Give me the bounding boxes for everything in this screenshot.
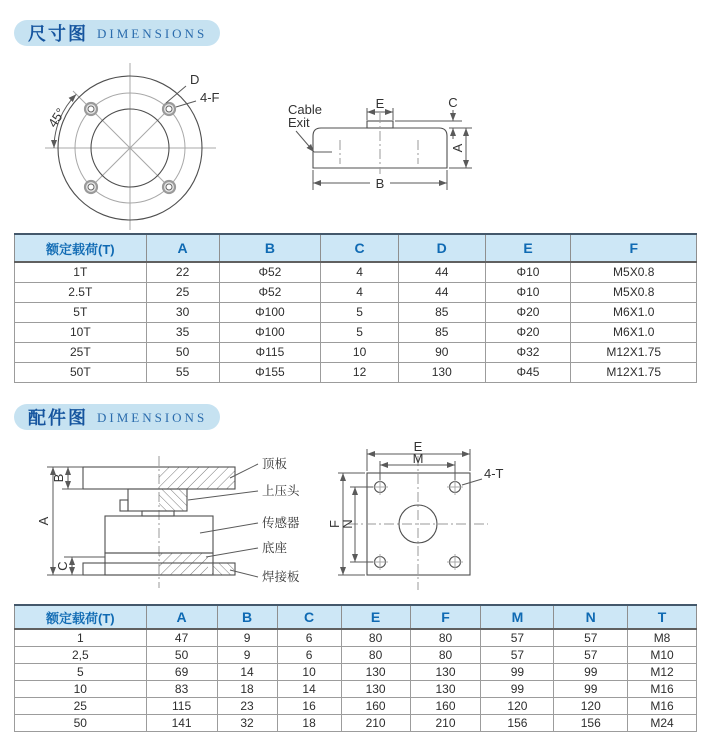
table-cell: 47 — [146, 629, 217, 646]
table-cell: Φ10 — [485, 262, 571, 282]
table-cell: 1 — [15, 629, 147, 646]
section-title-en: DIMENSIONS — [97, 410, 208, 425]
table-cell: Φ20 — [485, 322, 571, 342]
table-row — [15, 646, 697, 663]
column-header: 额定载荷(T) — [15, 234, 147, 262]
table-cell: 156 — [554, 714, 628, 731]
dim-b-label: B — [51, 473, 66, 483]
dim-e-label: E — [413, 439, 423, 454]
dimensions-table — [14, 233, 697, 383]
column-header: E — [485, 234, 571, 262]
table-cell: 50 — [15, 714, 147, 731]
table-cell: 57 — [554, 629, 628, 646]
table-cell: 80 — [410, 629, 481, 646]
column-header: N — [554, 605, 628, 629]
table-cell: 115 — [146, 697, 217, 714]
mounting-plate-top-view — [327, 439, 504, 590]
table-cell: 80 — [341, 629, 410, 646]
table-cell: 18 — [217, 680, 277, 697]
table-cell: 25 — [15, 697, 147, 714]
assembly-section-view — [36, 456, 300, 588]
table-cell: 2.5T — [15, 282, 147, 302]
table-cell: 69 — [146, 663, 217, 680]
table-cell: Φ45 — [485, 362, 571, 382]
table-cell: 130 — [398, 362, 485, 382]
dim-f-label: F — [327, 520, 342, 528]
dim-c-label: C — [448, 95, 458, 110]
table-cell: 85 — [398, 302, 485, 322]
table-cell: 57 — [554, 646, 628, 663]
table-cell: 50 — [146, 646, 217, 663]
table-cell: 5 — [15, 663, 147, 680]
table-cell: 50T — [15, 362, 147, 382]
table-cell: 55 — [146, 362, 219, 382]
column-header: B — [217, 605, 277, 629]
accessories-table — [14, 604, 697, 732]
table-cell: M16 — [628, 697, 697, 714]
dim-b-label: B — [375, 176, 385, 191]
table-cell: 85 — [398, 322, 485, 342]
table-cell: Φ100 — [219, 322, 321, 342]
column-header: D — [398, 234, 485, 262]
dim-a-label: A — [450, 143, 465, 153]
column-header: A — [146, 605, 217, 629]
table-cell: 10 — [277, 663, 341, 680]
column-header: A — [146, 234, 219, 262]
hole-count-label: 4-F — [200, 90, 220, 105]
table-cell: M12 — [628, 663, 697, 680]
table-cell: 160 — [410, 697, 481, 714]
dim-m-label: M — [412, 451, 424, 466]
table-cell: 35 — [146, 322, 219, 342]
table-row — [15, 362, 697, 382]
table-cell: Φ155 — [219, 362, 321, 382]
column-header: F — [410, 605, 481, 629]
section-title-cn: 尺寸图 — [28, 24, 88, 44]
table-cell: 5 — [321, 322, 399, 342]
hole-count-label: 4-T — [484, 466, 504, 481]
table-cell: 10 — [321, 342, 399, 362]
dim-n-label: N — [340, 519, 355, 529]
table-cell: 5 — [321, 302, 399, 322]
table-cell: 99 — [481, 663, 554, 680]
table-cell: 12 — [321, 362, 399, 382]
column-header: F — [571, 234, 697, 262]
table-cell: 16 — [277, 697, 341, 714]
part-label-sensor: 传感器 — [262, 516, 300, 530]
accessories-drawing — [0, 438, 711, 603]
table-cell: M6X1.0 — [571, 322, 697, 342]
dimensions-drawing — [0, 52, 711, 230]
angle-label: 45° — [44, 105, 69, 131]
table-cell: 160 — [341, 697, 410, 714]
table-cell: 10T — [15, 322, 147, 342]
table-cell: 14 — [277, 680, 341, 697]
table-cell: 5T — [15, 302, 147, 322]
column-header: C — [277, 605, 341, 629]
table-row — [15, 663, 697, 680]
table-cell: 90 — [398, 342, 485, 362]
table-cell: 22 — [146, 262, 219, 282]
table-cell: 32 — [217, 714, 277, 731]
table-cell: 4 — [321, 262, 399, 282]
table-header-row — [15, 234, 697, 262]
column-header: C — [321, 234, 399, 262]
table-cell: 44 — [398, 262, 485, 282]
table-row — [15, 697, 697, 714]
table-cell: 141 — [146, 714, 217, 731]
table-cell: M10 — [628, 646, 697, 663]
table-cell: 18 — [277, 714, 341, 731]
table-cell: 10 — [15, 680, 147, 697]
table-cell: M12X1.75 — [571, 362, 697, 382]
table-row — [15, 342, 697, 362]
table-cell: 210 — [341, 714, 410, 731]
table-cell: M5X0.8 — [571, 262, 697, 282]
table-cell: 210 — [410, 714, 481, 731]
table-cell: M16 — [628, 680, 697, 697]
table-cell: Φ32 — [485, 342, 571, 362]
column-header: B — [219, 234, 321, 262]
table-row — [15, 302, 697, 322]
table-cell: 2,5 — [15, 646, 147, 663]
table-cell: 130 — [410, 663, 481, 680]
table-row — [15, 680, 697, 697]
table-row — [15, 322, 697, 342]
table-cell: 9 — [217, 646, 277, 663]
table-cell: 4 — [321, 282, 399, 302]
part-label-welding-plate: 焊接板 — [262, 570, 300, 584]
table-cell: 130 — [410, 680, 481, 697]
table-cell: M5X0.8 — [571, 282, 697, 302]
bolt-circle-label: D — [190, 72, 200, 87]
table-cell: Φ52 — [219, 262, 321, 282]
table-cell: M8 — [628, 629, 697, 646]
cable-exit-label-1: Cable — [288, 102, 322, 117]
part-label-top-plate: 顶板 — [262, 457, 288, 471]
table-cell: Φ100 — [219, 302, 321, 322]
table-cell: 130 — [341, 663, 410, 680]
table-cell: 25T — [15, 342, 147, 362]
table-cell: 44 — [398, 282, 485, 302]
column-header: E — [341, 605, 410, 629]
section-title-en: DIMENSIONS — [97, 26, 208, 41]
section-header-accessories — [14, 404, 220, 430]
table-cell: 30 — [146, 302, 219, 322]
column-header: 额定载荷(T) — [15, 605, 147, 629]
table-header-row — [15, 605, 697, 629]
table-cell: 156 — [481, 714, 554, 731]
cable-exit-label-2: Exit — [288, 115, 310, 130]
table-row — [15, 262, 697, 282]
part-label-base: 底座 — [262, 541, 288, 555]
table-cell: 130 — [341, 680, 410, 697]
table-cell: 57 — [481, 646, 554, 663]
dim-c-label: C — [55, 561, 70, 571]
table-cell: 120 — [481, 697, 554, 714]
table-cell: M12X1.75 — [571, 342, 697, 362]
table-cell: 6 — [277, 629, 341, 646]
table-cell: 120 — [554, 697, 628, 714]
dim-e-label: E — [375, 96, 385, 111]
section-header-dimensions — [14, 20, 220, 46]
table-cell: Φ20 — [485, 302, 571, 322]
table-cell: 50 — [146, 342, 219, 362]
table-cell: 99 — [554, 663, 628, 680]
flange-top-view — [45, 63, 220, 230]
column-header: M — [481, 605, 554, 629]
table-cell: 99 — [554, 680, 628, 697]
table-cell: Φ10 — [485, 282, 571, 302]
table-cell: Φ115 — [219, 342, 321, 362]
table-cell: 57 — [481, 629, 554, 646]
table-cell: 1T — [15, 262, 147, 282]
table-cell: M24 — [628, 714, 697, 731]
table-cell: Φ52 — [219, 282, 321, 302]
table-cell: 14 — [217, 663, 277, 680]
table-cell: 23 — [217, 697, 277, 714]
loadcell-side-view — [288, 95, 472, 191]
column-header: T — [628, 605, 697, 629]
table-cell: 9 — [217, 629, 277, 646]
table-row — [15, 282, 697, 302]
table-cell: 6 — [277, 646, 341, 663]
table-cell: 80 — [341, 646, 410, 663]
table-row — [15, 629, 697, 646]
section-title-cn: 配件图 — [28, 408, 88, 428]
dim-a-label: A — [36, 516, 51, 526]
table-cell: 99 — [481, 680, 554, 697]
table-cell: 80 — [410, 646, 481, 663]
table-cell: M6X1.0 — [571, 302, 697, 322]
part-label-press-head: 上压头 — [262, 484, 300, 498]
table-row — [15, 714, 697, 731]
table-cell: 25 — [146, 282, 219, 302]
table-cell: 83 — [146, 680, 217, 697]
